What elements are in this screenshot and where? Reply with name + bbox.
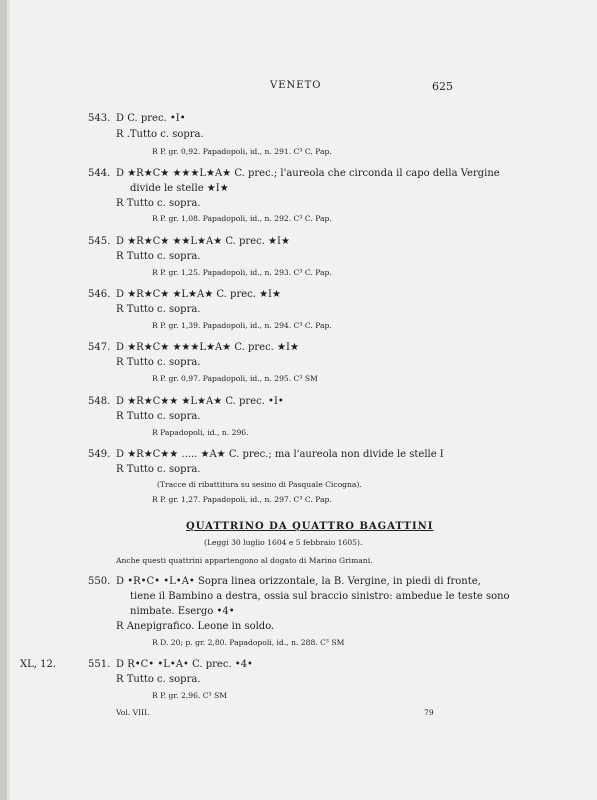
page-edge-inner [7, 0, 10, 800]
section-intro: Anche questi quattrini appartengono al dogato di Marino Grimani. [116, 556, 373, 565]
section-subtitle: (Leggi 30 luglio 1604 e 5 febbraio 1605). [204, 538, 363, 547]
entry-number: 549. [88, 449, 111, 460]
entry-obverse: D ★R★C★ ★★★L★A★ C. prec.; l'aureola che circonda il capo della Vergine [116, 168, 500, 179]
entry-details: R P. gr. 1,08. Papadopoli, id., n. 292. C³ C. Pap. [152, 214, 332, 223]
volume-label: Vol. VIII. [116, 708, 150, 717]
entry-obverse: D ★R★C★ ★★★L★A★ C. prec. ★I★ [116, 342, 299, 353]
section-title: QUATTRINO DA QUATTRO BAGATTINI [186, 521, 434, 532]
entry-details: R P. gr. 0,97. Papadopoli, id., n. 295. C³ SM [152, 374, 318, 383]
entry-details: R P. gr. 0,92. Papadopoli, id., n. 291. C³ C. Pap. [152, 147, 332, 156]
entry-obverse: D C. prec. •I• [116, 113, 186, 124]
entry-obverse: D ★R★C★ ★★L★A★ C. prec. ★I★ [116, 236, 290, 247]
plate-reference: XL, 12. [20, 659, 57, 670]
entry-reverse: R Tutto c. sopra. [116, 357, 201, 368]
entry-reverse: R Tutto c. sopra. [116, 411, 201, 422]
entry-details: R P. gr. 2,96. C³ SM [152, 691, 227, 700]
entry-reverse: R Tutto c. sopra. [116, 304, 201, 315]
entry-number: 545. [88, 236, 111, 247]
entry-details: R Papadopoli, id., n. 296. [152, 428, 249, 437]
running-title: VENETO [270, 80, 322, 91]
entry-note: (Tracce di ribattitura su sesino di Pasquale Cicogna). [157, 480, 362, 489]
entry-obverse: D R•C• •L•A• C. prec. •4• [116, 659, 253, 670]
entry-number: 547. [88, 342, 111, 353]
entry-reverse: R Tutto c. sopra. [116, 674, 201, 685]
entry-number: 546. [88, 289, 111, 300]
page-number: 625 [432, 80, 453, 93]
entry-obverse-continued: nimbate. Esergo •4• [130, 606, 235, 617]
entry-number: 544. [88, 168, 111, 179]
entry-obverse-continued: tiene il Bambino a destra, ossia sul braccio sinistro: ambedue le teste sono [130, 591, 510, 602]
entry-obverse: D ★R★C★ ★L★A★ C. prec. ★I★ [116, 289, 281, 300]
entry-details: R P. gr. 1,27. Papadopoli, id., n. 297. C³ C. Pap. [152, 495, 332, 504]
entry-obverse-continued: divide le stelle ★I★ [130, 183, 229, 194]
entry-reverse: R .Tutto c. sopra. [116, 129, 204, 140]
page-edge [0, 0, 7, 800]
signature-mark: 79 [424, 708, 434, 717]
entry-reverse: R Anepigrafico. Leone in soldo. [116, 621, 275, 632]
entry-details: R P. gr. 1,39. Papadopoli, id., n. 294. C³ C. Pap. [152, 321, 332, 330]
entry-reverse: R Tutto c. sopra. [116, 198, 201, 209]
entry-reverse: R Tutto c. sopra. [116, 251, 201, 262]
entry-number: 543. [88, 113, 111, 124]
entry-obverse: D ★R★C★★ ..... ★A★ C. prec.; ma l'aureola non divide le stelle I [116, 449, 444, 460]
entry-obverse: D ★R★C★★ ★L★A★ C. prec. •I• [116, 396, 284, 407]
entry-number: 550. [88, 576, 111, 587]
entry-number: 551. [88, 659, 111, 670]
entry-reverse: R Tutto c. sopra. [116, 464, 201, 475]
entry-number: 548. [88, 396, 111, 407]
entry-obverse: D •R•C• •L•A• Sopra linea orizzontale, la B. Vergine, in piedi di fronte, [116, 576, 481, 587]
entry-details: R P. gr. 1,25. Papadopoli, id., n. 293. C³ C. Pap. [152, 268, 332, 277]
entry-details: R D. 20; p. gr. 2,80. Papadopoli, id., n. 288. C³ SM [152, 638, 345, 647]
